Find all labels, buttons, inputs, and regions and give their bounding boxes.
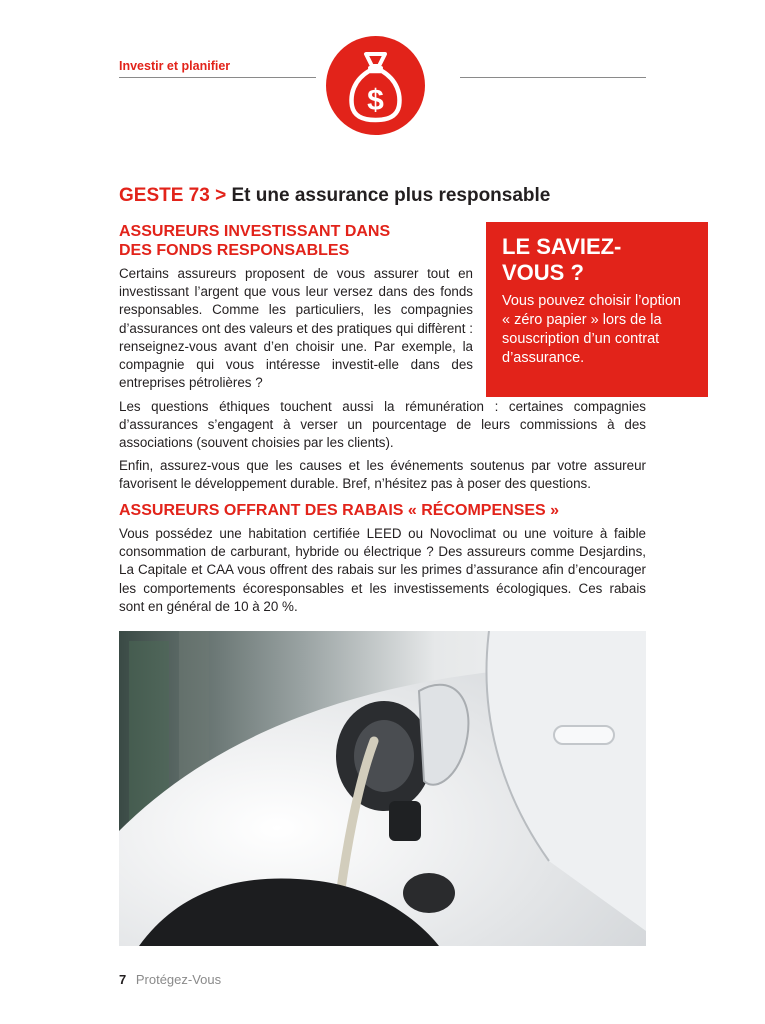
sidebar-text: Vous pouvez choisir l’option « zéro papier » lors de la souscription d’un contrat d’assurance. [502, 293, 681, 366]
le-saviez-vous-box [486, 222, 708, 397]
paragraph-1 [119, 265, 473, 396]
heading1-line2: DES FONDS RESPONSABLES [119, 242, 350, 259]
sidebar-title-line2: VOUS ? [502, 260, 584, 285]
svg-text:$: $ [367, 84, 384, 117]
paragraph-1-text: Certains assureurs proposent de vous assurer tout en investissant l’argent que vous leur versez dans des fonds responsables. Comme les particuliers, les compagnies d’assurances ont des valeurs et des pratiques qui diffèrent : renseignez-vous avant d’en choisir une. Par exemple, la compagnie qui vous intéresse investit-elle dans des entreprises pétrolières ? [119, 266, 473, 391]
paragraph-3-text: Enfin, assurez-vous que les causes et les événements soutenus par votre assureur favorisent le développement durable. Bref, n’hésitez pas à poser des questions. [119, 457, 646, 491]
money-bag-icon [326, 36, 425, 135]
paragraph-2-text: Les questions éthiques touchent aussi la rémunération : certaines compagnies d’assurances s’engagent à verser un pourcentage de leurs commissions à des associations (souvent choisies par les clients). [119, 399, 646, 451]
publication-name: Protégez-Vous [135, 972, 222, 987]
heading1-line1: ASSUREURS INVESTISSANT DANS [119, 223, 391, 240]
geste-number: GESTE 73 > [119, 185, 227, 206]
paragraph-4-text: Vous possédez une habitation certifiée LEED ou Novoclimat ou une voiture à faible consommation de carburant, hybride ou électrique ? Des assureurs comme Desjardins, La Capitale et CAA vous offrent des rabais sur les primes d’assurance afin d’encourager les comportements écoresponsables et les investissements écologiques. Ces rabais sont en général de 10 à 20 %. [119, 526, 646, 614]
header-rule-right [460, 77, 646, 78]
geste-title [119, 185, 550, 207]
section-label: Investir et planifier [119, 59, 231, 73]
sidebar-title [502, 234, 692, 286]
electric-car-charging-photo [119, 631, 646, 946]
heading-fonds-responsables [119, 222, 479, 260]
paragraph-2-3 [119, 398, 646, 497]
heading-rabais: ASSUREURS OFFRANT DES RABAIS « RÉCOMPENSES » [119, 502, 560, 519]
geste-title-text: Et une assurance plus responsable [231, 185, 551, 206]
paragraph-4 [119, 525, 646, 620]
page-number: 7 [119, 972, 127, 987]
sidebar-title-line1: LE SAVIEZ- [502, 234, 622, 259]
header-rule-left [119, 77, 316, 78]
footer [119, 972, 221, 987]
